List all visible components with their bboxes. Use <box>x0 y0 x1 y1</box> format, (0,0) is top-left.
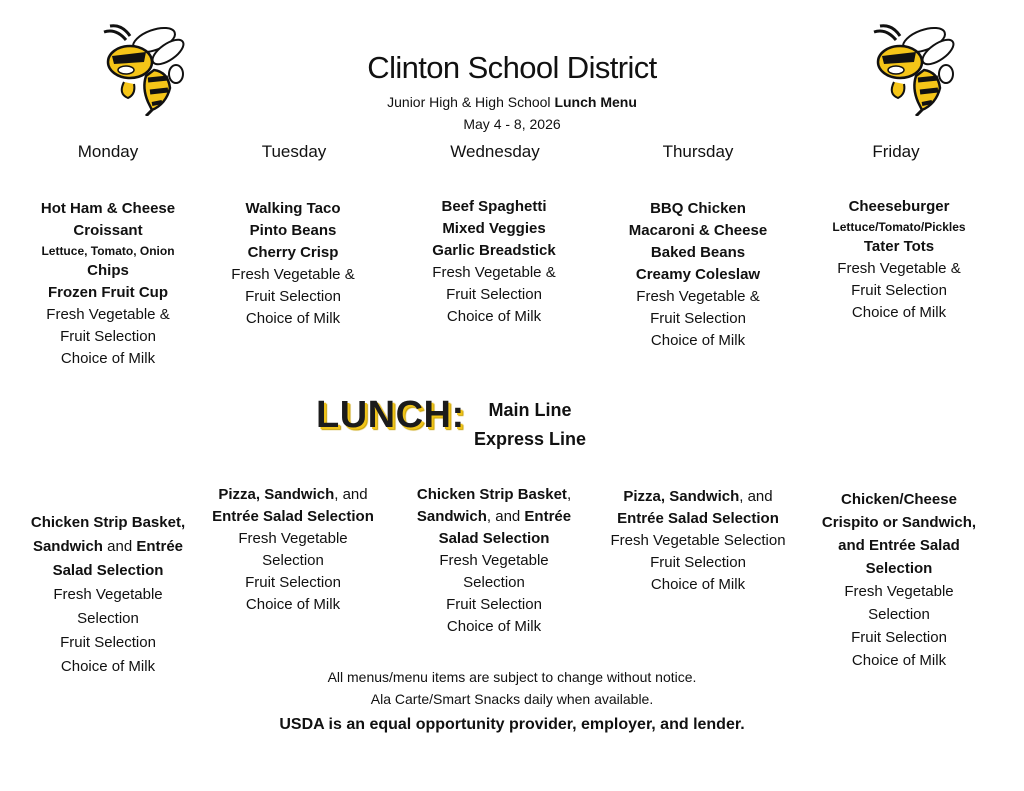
menu-item <box>195 484 391 506</box>
menu-item-text: Fruit Selection <box>60 634 156 651</box>
yellow-jacket-mascot-icon <box>96 22 196 116</box>
menu-item-text: Sandwich <box>416 508 487 525</box>
menu-item <box>10 511 206 535</box>
menu-item-text: Chicken Strip Basket <box>416 486 567 503</box>
menu-item: Lettuce, Tomato, Onion <box>41 244 175 258</box>
menu-item <box>600 530 796 552</box>
menu-item: Beef Spaghetti <box>441 198 547 215</box>
main-line-thursday <box>600 198 796 352</box>
menu-item <box>801 580 997 603</box>
menu-item: Choice of Milk <box>446 308 542 325</box>
menu-item-text: Chicken/Cheese <box>841 491 957 508</box>
menu-item: Fresh Vegetable & <box>231 266 355 283</box>
main-line-tuesday <box>195 198 391 330</box>
menu-item <box>10 631 206 655</box>
express-line-friday <box>801 488 997 672</box>
footer <box>200 666 824 736</box>
menu-item <box>600 574 796 596</box>
menu-item-text: Entrée Salad Selection <box>617 510 779 527</box>
menu-item-text: Selection <box>868 606 930 623</box>
menu-item-text: and Entrée Salad <box>838 537 960 554</box>
menu-item: Hot Ham & Cheese <box>40 200 176 217</box>
menu-item <box>10 655 206 679</box>
menu-item-text: Choice of Milk <box>851 652 947 669</box>
menu-item-text: Salad Selection <box>438 530 550 547</box>
main-line-label: Main Line <box>488 400 572 420</box>
express-line-tuesday <box>195 484 391 616</box>
menu-item-text: Entrée <box>524 508 572 525</box>
day-name-friday: Friday <box>872 142 920 161</box>
express-line-monday <box>10 511 206 679</box>
menu-item-text: , and <box>739 488 773 505</box>
menu-item: Tater Tots <box>863 238 935 255</box>
menu-item: Choice of Milk <box>245 310 341 327</box>
menu-item: Choice of Milk <box>851 304 947 321</box>
menu-item-text: Fruit Selection <box>650 554 746 571</box>
yellow-jacket-mascot-icon <box>866 22 966 116</box>
menu-item: BBQ Chicken <box>650 200 746 217</box>
menu-item <box>801 603 997 626</box>
menu-item: Choice of Milk <box>60 350 156 367</box>
menu-item <box>396 528 592 550</box>
menu-item-text: Fresh Vegetable <box>238 530 348 547</box>
menu-item-text: Chicken Strip Basket, <box>30 514 186 531</box>
date-range: May 4 - 8, 2026 <box>463 116 561 132</box>
menu-item: Cherry Crisp <box>247 244 339 261</box>
menu-item <box>396 506 592 528</box>
menu-item-text: Fruit Selection <box>245 574 341 591</box>
menu-item-text: Choice of Milk <box>446 618 542 635</box>
menu-item: Cheeseburger <box>848 198 950 215</box>
menu-item <box>10 607 206 631</box>
menu-item: Chips <box>87 262 129 279</box>
lunch-lines <box>474 396 586 454</box>
menu-item: Creamy Coleslaw <box>635 266 761 283</box>
express-line-thursday <box>600 486 796 596</box>
page-title: Clinton School District <box>367 50 657 85</box>
menu-item <box>801 557 997 580</box>
menu-item-text: Selection <box>463 574 525 591</box>
menu-item <box>10 535 206 559</box>
express-line-label: Express Line <box>474 429 587 449</box>
menu-item: Frozen Fruit Cup <box>48 284 168 301</box>
menu-item-text: Selection <box>262 552 324 569</box>
menu-item-text: Crispito or Sandwich, <box>821 514 977 531</box>
menu-item <box>10 559 206 583</box>
menu-item: Walking Taco <box>245 200 341 217</box>
main-line-friday <box>801 196 997 324</box>
menu-item-text: Fresh Vegetable Selection <box>610 532 786 549</box>
menu-item-text: Selection <box>865 560 933 577</box>
menu-item-text: , and <box>486 508 525 525</box>
menu-item: Fresh Vegetable & <box>432 264 556 281</box>
day-name-tuesday: Tuesday <box>261 142 327 161</box>
menu-item-text: Fresh Vegetable <box>844 583 954 600</box>
footer-ala-carte: Ala Carte/Smart Snacks daily when available. <box>370 691 654 707</box>
menu-item <box>195 572 391 594</box>
footer-notice: All menus/menu items are subject to change without notice. <box>327 669 697 685</box>
menu-item-text: Fruit Selection <box>851 629 947 646</box>
menu-item <box>801 649 997 672</box>
menu-item-text: and <box>102 538 137 555</box>
menu-item <box>195 550 391 572</box>
menu-item <box>801 511 997 534</box>
express-line-wednesday <box>396 484 592 638</box>
menu-item: Croissant <box>73 222 143 239</box>
menu-item: Fruit Selection <box>851 282 947 299</box>
menu-item-text: Pizza, Sandwich <box>623 488 740 505</box>
menu-item: Lettuce/Tomato/Pickles <box>832 220 966 234</box>
menu-item <box>801 534 997 557</box>
menu-item: Fresh Vegetable & <box>837 260 961 277</box>
menu-item: Fruit Selection <box>245 288 341 305</box>
menu-item: Fruit Selection <box>650 310 746 327</box>
main-line-monday <box>10 198 206 370</box>
menu-item-text: Pizza, Sandwich <box>218 486 335 503</box>
day-name-thursday: Thursday <box>662 142 734 161</box>
menu-item-text: Choice of Milk <box>245 596 341 613</box>
menu-item-text: Entrée Salad Selection <box>212 508 374 525</box>
menu-item-text: , <box>566 486 572 503</box>
menu-item <box>600 552 796 574</box>
main-line-wednesday <box>396 196 592 328</box>
menu-item-text: Fresh Vegetable <box>53 586 163 603</box>
lunch-banner-word: LUNCH: <box>316 394 465 436</box>
menu-item-text: Salad Selection <box>52 562 164 579</box>
day-name-monday: Monday <box>77 142 139 161</box>
menu-item: Mixed Veggies <box>442 220 546 237</box>
menu-item: Fresh Vegetable & <box>636 288 760 305</box>
menu-item <box>396 594 592 616</box>
day-name-wednesday: Wednesday <box>450 142 540 161</box>
menu-item: Choice of Milk <box>650 332 746 349</box>
menu-item <box>396 616 592 638</box>
menu-item <box>396 572 592 594</box>
menu-item-text: , and <box>334 486 368 503</box>
menu-item-text: Fruit Selection <box>446 596 542 613</box>
menu-item <box>600 508 796 530</box>
menu-item-text: Selection <box>77 610 139 627</box>
menu-item <box>195 594 391 616</box>
menu-item-text: Sandwich <box>32 538 103 555</box>
menu-item: Fresh Vegetable & <box>46 306 170 323</box>
menu-item: Macaroni & Cheese <box>628 222 768 239</box>
menu-item: Fruit Selection <box>446 286 542 303</box>
menu-item <box>396 484 592 506</box>
menu-item: Garlic Breadstick <box>432 242 556 259</box>
menu-item <box>195 506 391 528</box>
menu-item <box>10 583 206 607</box>
menu-item <box>801 488 997 511</box>
menu-item: Fruit Selection <box>60 328 156 345</box>
menu-item <box>195 528 391 550</box>
menu-item-text: Entrée <box>136 538 184 555</box>
subtitle-prefix: Junior High & High School <box>387 94 555 110</box>
menu-item <box>396 550 592 572</box>
menu-item <box>801 626 997 649</box>
menu-item-text: Choice of Milk <box>650 576 746 593</box>
footer-usda-statement: USDA is an equal opportunity provider, employer, and lender. <box>279 716 745 733</box>
menu-item: Pinto Beans <box>249 222 337 239</box>
menu-item-text: Fresh Vegetable <box>439 552 549 569</box>
subtitle-bold: Lunch Menu <box>554 94 637 110</box>
menu-subtitle <box>300 94 724 110</box>
menu-item: Baked Beans <box>650 244 746 261</box>
menu-item <box>600 486 796 508</box>
menu-item-text: Choice of Milk <box>60 658 156 675</box>
